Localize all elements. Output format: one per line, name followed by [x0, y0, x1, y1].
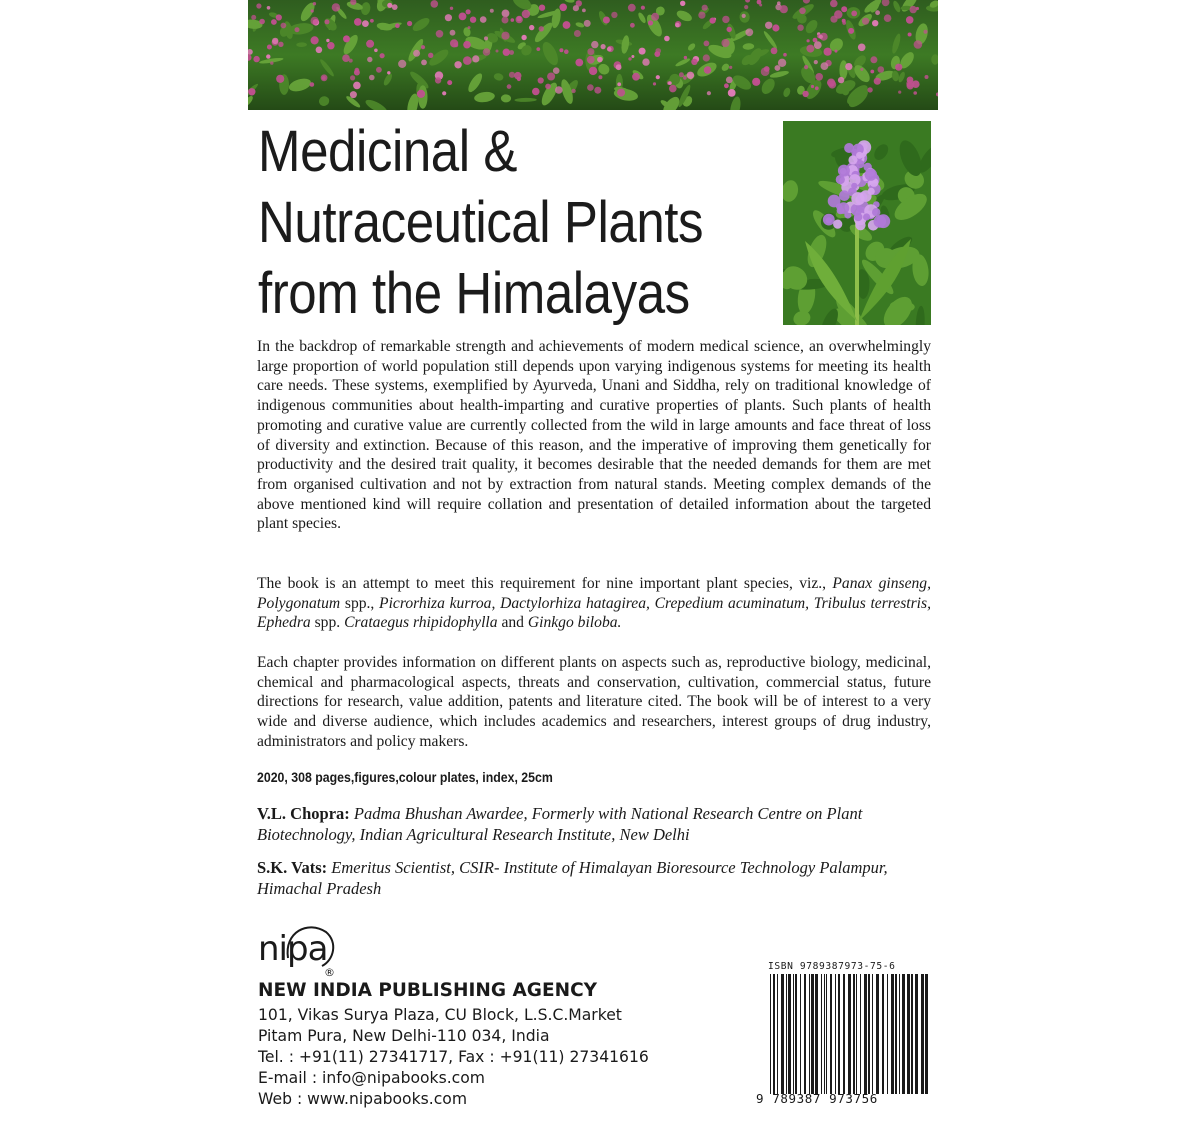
description-paragraph-1: In the backdrop of remarkable strength and achievements of modern medical science, an overwhelmingly large proportion of world population still depends upon varying indigenous systems for meeting its health care needs. These systems, exemplified by Ayurveda, Unani and Siddha, rely on traditional knowledge of indigenous communities about health-imparting and curative properties of plants. Such plants of health promoting and curative value are currently collected from the wild in large amounts and face threat of loss of diversity and extinction. Because of this reason, and the imperative of improving them genetically for productivity and the desired trait quality, it becomes desirable that the needed demands for them are met from organised cultivation and not by extraction from natural stands. Meeting complex demands of the above mentioned kind will require collation and presentation of detailed information about the targeted plant species. [257, 338, 931, 533]
isbn-barcode [768, 974, 932, 1094]
description-paragraph-2 [257, 574, 931, 633]
title-line-3: from the Himalayas [258, 261, 690, 326]
orchid-flower-image [783, 121, 931, 325]
publisher-name: NEW INDIA PUBLISHING AGENCY [258, 980, 598, 1001]
species-names-3: Crataegus rhipidophylla [344, 614, 498, 632]
author-bio: Padma Bhushan Awardee, Formerly with National Research Centre on Plant Biotechnology, Indian Agricultural Research Institute, New Delhi [257, 804, 863, 844]
para2-text-2: spp. [310, 614, 345, 632]
nipa-logo [258, 918, 338, 978]
species-names-2: Picrorhiza kurroa, Dactylorhiza hatagirea, Crepedium acuminatum, Tribulus terrestris, Ephedra [257, 594, 931, 632]
book-back-cover [248, 0, 938, 1125]
title-line-2: Nutraceutical Plants [258, 190, 704, 255]
author-name: V.L. Chopra: [257, 804, 350, 823]
publisher-website: Web : www.nipabooks.com [258, 1090, 468, 1108]
title-line-1: Medicinal & [258, 119, 517, 184]
flower-field-banner-image [248, 0, 938, 110]
publisher-phone-fax: Tel. : +91(11) 27341717, Fax : +91(11) 27341616 [258, 1048, 649, 1066]
species-names-1: Panax ginseng, Polygonatum [257, 575, 931, 612]
para2-intro: The book is an attempt to meet this requirement for nine important plant species, viz., [257, 575, 833, 592]
logo-wordmark: nipa [258, 929, 328, 969]
book-title [258, 116, 707, 329]
author-bio: Emeritus Scientist, CSIR- Institute of Himalayan Bioresource Technology Palampur, Himachal Pradesh [257, 858, 888, 898]
species-names-4: Ginkgo biloba. [527, 614, 622, 632]
author-entry [257, 857, 931, 899]
publisher-email: E-mail : info@nipabooks.com [258, 1069, 485, 1087]
author-entry [257, 803, 931, 845]
para2-text-1: spp., [340, 594, 380, 612]
isbn-label: ISBN 9789387973-75-6 [768, 961, 896, 972]
publisher-address-line: 101, Vikas Surya Plaza, CU Block, L.S.C.Market [258, 1006, 622, 1024]
publisher-address-line: Pitam Pura, New Delhi-110 034, India [258, 1027, 550, 1045]
publication-details: 2020, 308 pages,figures,colour plates, index, 25cm [257, 769, 553, 785]
description-paragraph-3: Each chapter provides information on different plants on aspects such as, reproductive biology, medicinal, chemical and pharmacological aspects, threats and conservation, cultivation, commercial status, future directions for research, value addition, patents and literature cited. The book will be of interest to a very wide and diverse audience, which includes academics and researchers, interest groups of drug industry, administrators and policy makers. [257, 654, 931, 750]
barcode-digits: 9 789387 973756 [756, 1091, 878, 1106]
para2-text-3: and [497, 614, 528, 632]
registered-mark: ® [324, 966, 335, 978]
author-name: S.K. Vats: [257, 858, 328, 877]
